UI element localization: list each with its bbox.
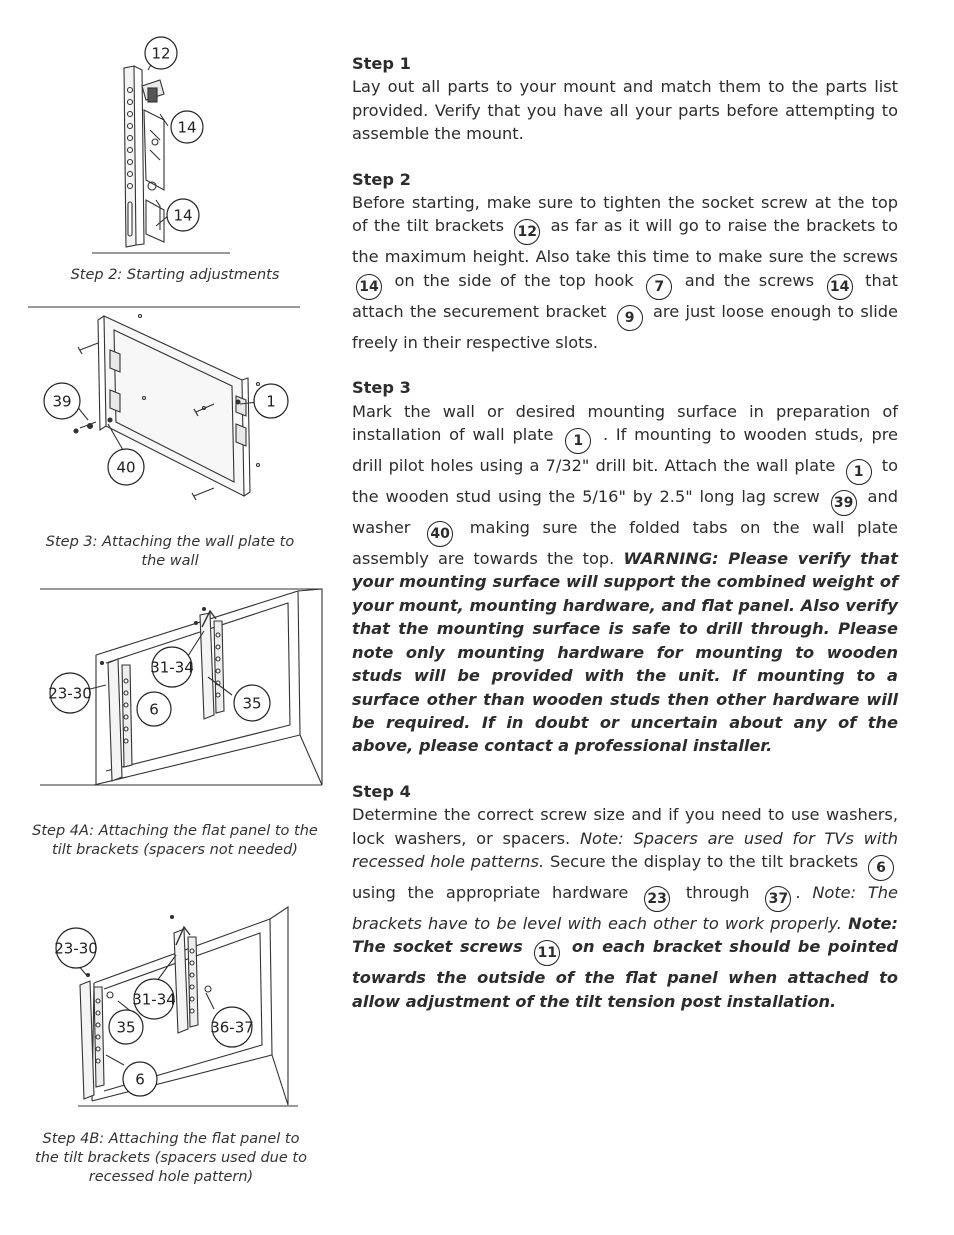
part-reference-badge: 1 <box>565 428 591 454</box>
figure-step4b <box>48 905 308 1110</box>
body-text: Secure the display to the tilt brackets <box>544 851 865 871</box>
caption-step2: Step 2: Starting adjustments <box>70 267 280 283</box>
callout-6-b-label: 6 <box>135 1070 145 1089</box>
callout-40-label: 40 <box>116 458 136 477</box>
part-reference-badge: 9 <box>617 305 643 331</box>
part-reference-badge: 37 <box>765 886 791 912</box>
caption-step3: Step 3: Attaching the wall plate to the wall <box>45 534 295 569</box>
step-4-body <box>352 803 898 1013</box>
step3-illustration <box>28 300 328 525</box>
callout-14-upper <box>171 111 203 143</box>
callout-23-30-b-label: 23-30 <box>54 939 98 958</box>
body-text: to the wooden stud using the 5/16" by 2.5" long lag screw <box>352 456 898 507</box>
callout-6-b <box>123 1062 157 1096</box>
body-text: as far as it will go to raise the brackets to the maximum height. Also take this time to make sure the screws <box>352 216 898 267</box>
callout-36-37-label: 36-37 <box>210 1018 254 1037</box>
warning-text: on each bracket should be pointed towards the outside of the flat panel when attached to allow adjustment of the tilt tension post installation. <box>352 937 898 1011</box>
caption-step4a: Step 4A: Attaching the flat panel to the tilt brackets (spacers not needed) <box>32 823 318 858</box>
figure-step4a <box>36 585 328 790</box>
instructions-column <box>352 52 898 1035</box>
callout-31-34-b-label: 31-34 <box>132 990 176 1009</box>
body-text: . <box>795 882 813 902</box>
part-reference-badge: 23 <box>644 886 670 912</box>
part-reference-badge: 7 <box>646 274 672 300</box>
body-text: using the appropriate hardware <box>352 882 641 902</box>
warning-text: Note: The socket screws <box>352 913 898 957</box>
warning-text: WARNING: Please verify that your mounting surface will support the combined weight of your mount, mounting hardware, and flat panel. Also verify that the mounting surface is safe to drill through. Please note only mounting hardware for mounting to wooden studs will be provided with the unit. If mounting to a surface other than wooden studs then other hardware will be required. If in doubt or uncertain about any of the above, please contact a professional installer. <box>352 549 898 756</box>
callout-1 <box>254 384 288 418</box>
callout-6-label: 6 <box>149 700 159 719</box>
body-text: and washer <box>352 487 898 538</box>
note-text: Note: Spacers are used for TVs with recessed hole patterns. <box>352 828 898 871</box>
callout-35-label: 35 <box>242 694 262 713</box>
callout-23-30-label: 23-30 <box>48 684 92 703</box>
callout-14-upper-label: 14 <box>177 118 197 137</box>
step-3-title: Step 3 <box>352 378 411 398</box>
body-text: are just loose enough to slide freely in their respective slots. <box>352 301 898 352</box>
body-text: on the side of the top hook <box>386 270 643 290</box>
callout-12 <box>145 37 177 69</box>
part-reference-badge: 6 <box>868 855 894 881</box>
body-text: Determine the correct screw size and if you need to use washers, lock washers, or spacers. <box>352 805 898 848</box>
callout-31-34-b <box>132 979 176 1019</box>
step-2-title: Step 2 <box>352 169 411 189</box>
part-reference-badge: 14 <box>827 274 853 300</box>
step4a-callouts <box>48 647 270 726</box>
note-text: Note: The brackets have to be level with each other to work properly. <box>352 882 899 933</box>
step-1-body <box>352 75 898 145</box>
callout-40 <box>108 449 144 485</box>
caption-step4b: Step 4B: Attaching the flat panel to the tilt brackets (spacers used due to recessed hole pattern) <box>35 1131 307 1185</box>
step-2-body <box>352 191 898 354</box>
body-text: Before starting, make sure to tighten the socket screw at the top of the tilt brackets <box>352 193 898 236</box>
part-reference-badge: 1 <box>846 459 872 485</box>
part-reference-badge: 39 <box>831 490 857 516</box>
callout-14-lower-label: 14 <box>173 206 193 225</box>
body-text: . If mounting to wooden studs, pre drill pilot holes using a 7/32" drill bit. Attach the wall plate <box>352 425 899 476</box>
callout-39-label: 39 <box>52 392 72 411</box>
step-1-title: Step 1 <box>352 54 411 73</box>
body-text: making sure the folded tabs on the wall plate assembly are towards the top. <box>352 518 898 569</box>
part-reference-badge: 12 <box>514 219 540 245</box>
body-text: that attach the securement bracket <box>352 270 898 321</box>
callout-36-37 <box>210 1007 254 1047</box>
figure-step3 <box>28 300 328 525</box>
callout-14-lower <box>167 199 199 231</box>
callout-35 <box>234 685 270 721</box>
callout-23-30 <box>48 673 92 713</box>
callout-31-34 <box>150 647 194 687</box>
callout-39 <box>44 383 80 419</box>
callout-1-label: 1 <box>266 392 276 411</box>
step-4-title: Step 4 <box>352 781 411 801</box>
callout-12-label: 12 <box>151 44 171 63</box>
part-reference-badge: 40 <box>427 521 453 547</box>
part-reference-badge: 14 <box>356 274 382 300</box>
body-text: and the screws <box>676 270 823 290</box>
part-reference-badge: 11 <box>534 940 560 966</box>
callout-35-b <box>109 1010 143 1044</box>
figure-step2 <box>60 30 280 260</box>
step4b-illustration <box>48 905 308 1110</box>
body-text: through <box>674 882 762 902</box>
callout-23-30-b <box>54 928 98 968</box>
callout-31-34-label: 31-34 <box>150 658 194 677</box>
step-3-body <box>352 400 898 758</box>
callout-35-b-label: 35 <box>116 1018 136 1037</box>
body-text: Mark the wall or desired mounting surface in preparation of installation of wall plate <box>352 401 898 445</box>
step4a-illustration <box>36 585 328 790</box>
step2-illustration <box>60 30 280 260</box>
callout-6 <box>137 692 171 726</box>
body-text: Lay out all parts to your mount and match them to the parts list provided. Verify that you have all your parts before attempting to assemble the mount. <box>352 77 898 144</box>
